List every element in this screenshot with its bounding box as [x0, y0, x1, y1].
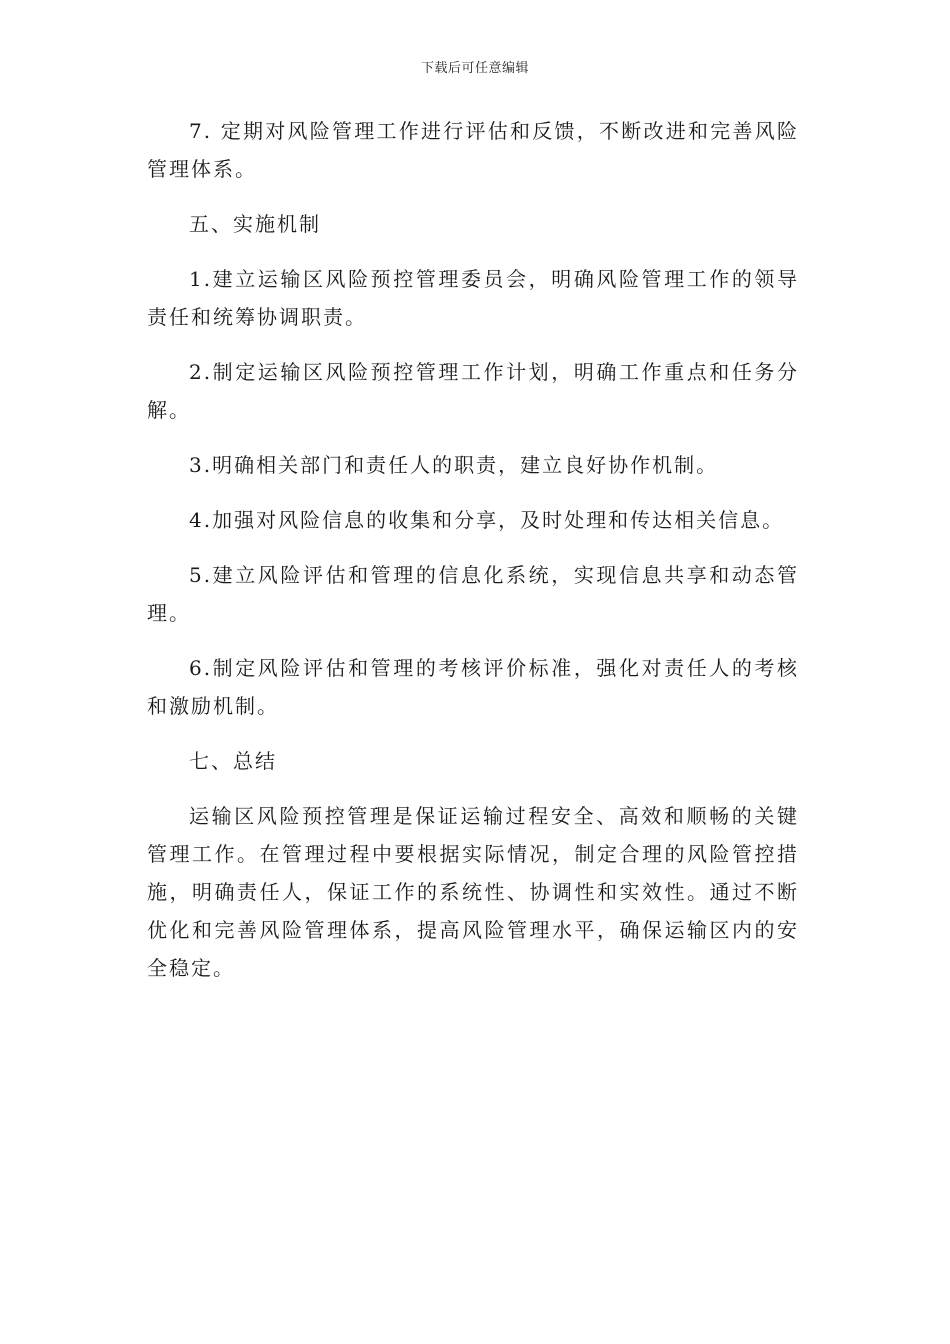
section-heading-summary: 七、总结: [189, 749, 277, 773]
paragraph-summary: 运输区风险预控管理是保证运输过程安全、高效和顺畅的关键管理工作。在管理过程中要根据实际情况，制定合理的风险管控措施，明确责任人，保证工作的系统性、协调性和实效性。通过不断优化和完善风险管理体系，提高风险管理水平，确保运输区内的安全稳定。: [147, 804, 799, 980]
paragraph-item-3: 3.明确相关部门和责任人的职责，建立良好协作机制。: [189, 453, 719, 477]
paragraph-item-6: 6.制定风险评估和管理的考核评价标准，强化对责任人的考核和激励机制。: [147, 656, 799, 718]
page-header: 下载后可任意编辑: [420, 61, 529, 76]
paragraph-item-1: 1.建立运输区风险预控管理委员会，明确风险管理工作的领导责任和统筹协调职责。: [147, 267, 799, 329]
section-heading-implementation: 五、实施机制: [189, 212, 321, 236]
paragraph-item-2: 2.制定运输区风险预控管理工作计划，明确工作重点和任务分解。: [147, 360, 799, 422]
paragraph-item-4: 4.加强对风险信息的收集和分享，及时处理和传达相关信息。: [189, 508, 785, 532]
paragraph-item-5: 5.建立风险评估和管理的信息化系统，实现信息共享和动态管理。: [147, 563, 799, 625]
paragraph-item-7: 7. 定期对风险管理工作进行评估和反馈，不断改进和完善风险管理体系。: [147, 119, 799, 181]
document-body: [147, 112, 799, 1004]
